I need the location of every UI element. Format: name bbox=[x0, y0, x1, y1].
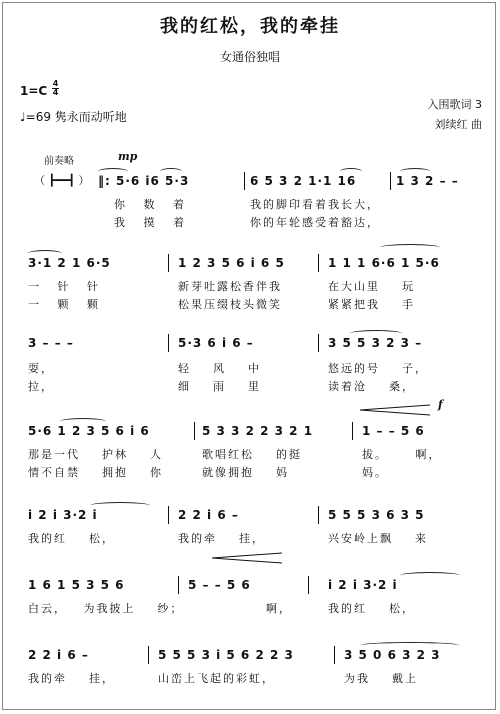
lyric: 白云， 为我披上 纱； bbox=[28, 602, 184, 615]
lyric: 情不自禁 拥抱 你 bbox=[28, 466, 163, 479]
lyric-line-1a bbox=[18, 196, 488, 210]
measure: 1 2 3 5 6 i 6 5 bbox=[178, 256, 285, 270]
measure: 6 5 3 2 1·1 16 bbox=[250, 174, 357, 188]
lyric: 妈。 bbox=[362, 466, 388, 479]
lyric: 为我 戴上 bbox=[344, 672, 418, 685]
lyric: 我的红 松， bbox=[28, 532, 115, 545]
time-signature bbox=[52, 80, 59, 97]
lyric: 山峦上飞起的彩虹， bbox=[158, 672, 275, 685]
music-line-3 bbox=[18, 336, 488, 350]
lyric: 读着沧 桑， bbox=[328, 380, 415, 393]
slur bbox=[400, 572, 460, 579]
lyric: 细 雨 里 bbox=[178, 380, 261, 393]
music-line-6 bbox=[18, 578, 488, 592]
slur bbox=[60, 418, 106, 425]
measure: 1 1 1 6·6 1 5·6 bbox=[328, 256, 440, 270]
lyric: 拉， bbox=[28, 380, 54, 393]
lyric: 啊， bbox=[266, 602, 292, 615]
lyric-line-5 bbox=[18, 530, 488, 544]
lyric: 一 针 针 bbox=[28, 280, 100, 293]
lyric: 我的牵 挂， bbox=[178, 532, 265, 545]
crescendo-hairpin bbox=[360, 404, 430, 416]
barline bbox=[244, 172, 245, 190]
music-line-2 bbox=[18, 256, 488, 270]
barline bbox=[318, 506, 319, 524]
slur bbox=[360, 642, 460, 649]
tempo-marking: ♩=69 隽永而动听地 bbox=[20, 110, 127, 124]
measure: 3 5 0 6 3 2 3 bbox=[344, 648, 441, 662]
lyric: 拔。 啊， bbox=[362, 448, 442, 461]
measure: 1 3 2 – – bbox=[396, 174, 459, 188]
barline bbox=[318, 334, 319, 352]
slur bbox=[400, 168, 430, 175]
barline bbox=[352, 422, 353, 440]
music-line-1 bbox=[18, 174, 488, 188]
lyric: 那是一代 护林 人 bbox=[28, 448, 163, 461]
lyric: 悠远的号 子， bbox=[328, 362, 428, 375]
key-signature: 1=C bbox=[20, 84, 48, 98]
lyric: 在大山里 玩 bbox=[328, 280, 415, 293]
lyric: 我的脚印看着我长大， bbox=[250, 198, 380, 211]
barline bbox=[168, 506, 169, 524]
lyric-line-3a bbox=[18, 360, 488, 374]
lyric: 歌唱红松 的挺 bbox=[202, 448, 302, 461]
dynamic-mp: mp bbox=[118, 150, 138, 163]
time-signature-top: 4 bbox=[52, 79, 59, 88]
lyric: 耍， bbox=[28, 362, 54, 375]
barline bbox=[168, 334, 169, 352]
lyricist-credit: 入围歌词 3 bbox=[427, 98, 482, 111]
lyric: 轻 风 中 bbox=[178, 362, 261, 375]
crescendo-hairpin-2 bbox=[212, 552, 282, 564]
lyric: 一 颗 颗 bbox=[28, 298, 100, 311]
measure: 5 3 3 2 2 3 2 1 bbox=[202, 424, 314, 438]
slur bbox=[350, 330, 402, 337]
lyric-line-2a bbox=[18, 278, 488, 292]
lyric: 我 摸 着 bbox=[114, 216, 186, 229]
slur bbox=[340, 168, 362, 175]
lyric: 就像拥抱 妈 bbox=[202, 466, 289, 479]
lyric-line-4b bbox=[18, 464, 488, 478]
song-title: 我的红松，我的牵挂 bbox=[160, 16, 340, 37]
song-subtitle: 女通俗独唱 bbox=[219, 50, 280, 64]
dynamic-f: f bbox=[438, 398, 443, 411]
measure: ‖: 5·6 i6 5·3 bbox=[98, 174, 190, 188]
lyric: 我的红 松， bbox=[328, 602, 415, 615]
lyric: 你的年轮感受着豁达， bbox=[250, 216, 380, 229]
lyric-line-6 bbox=[18, 600, 488, 614]
intro-rest-symbol: （ ┣━━┫ ） bbox=[34, 174, 90, 187]
measure: 1 – – 5 6 bbox=[362, 424, 425, 438]
lyric-line-2b bbox=[18, 296, 488, 310]
lyric: 兴安岭上飘 来 bbox=[328, 532, 428, 545]
barline bbox=[194, 422, 195, 440]
slur bbox=[28, 250, 62, 257]
measure: 5 5 5 3 i 5 6 2 2 3 bbox=[158, 648, 294, 662]
measure: 5·3 6 i 6 – bbox=[178, 336, 254, 350]
barline bbox=[148, 646, 149, 664]
measure: 3 5 5 3 2 3 – bbox=[328, 336, 423, 350]
slur bbox=[90, 502, 150, 509]
barline bbox=[168, 254, 169, 272]
composer-credit: 刘续红 曲 bbox=[434, 118, 482, 131]
music-line-5 bbox=[18, 508, 488, 522]
measure: 5 5 5 3 6 3 5 bbox=[328, 508, 425, 522]
barline bbox=[334, 646, 335, 664]
lyric: 紧紧把我 手 bbox=[328, 298, 415, 311]
measure: i 2 i 3·2 i bbox=[328, 578, 398, 592]
lyric-line-4a bbox=[18, 446, 488, 460]
measure: 1 6 1 5 3 5 6 bbox=[28, 578, 125, 592]
lyric: 你 数 着 bbox=[114, 198, 186, 211]
lyric-line-3b bbox=[18, 378, 488, 392]
barline bbox=[390, 172, 391, 190]
slur bbox=[160, 168, 182, 175]
barline bbox=[318, 254, 319, 272]
barline bbox=[308, 576, 309, 594]
lyric: 我的牵 挂， bbox=[28, 672, 115, 685]
lyric: 松果压缀枝头微笑 bbox=[178, 298, 282, 311]
lyric: 新芽吐露松香伴我 bbox=[178, 280, 282, 293]
measure: 3 – – – bbox=[28, 336, 74, 350]
slur bbox=[380, 244, 440, 251]
barline bbox=[178, 576, 179, 594]
measure: 2 2 i 6 – bbox=[178, 508, 239, 522]
time-signature-bottom: 4 bbox=[52, 88, 59, 97]
lyric-line-7 bbox=[18, 670, 488, 684]
intro-label: 前奏略 bbox=[44, 156, 74, 167]
measure: 3·1 2 1 6·5 bbox=[28, 256, 111, 270]
measure: 5 – – 5 6 bbox=[188, 578, 251, 592]
measure: 2 2 i 6 – bbox=[28, 648, 89, 662]
measure: 5·6 1 2 3 5 6 i 6 bbox=[28, 424, 150, 438]
lyric-line-1b bbox=[18, 214, 488, 228]
measure: i 2 i 3·2 i bbox=[28, 508, 98, 522]
music-line-4 bbox=[18, 424, 488, 438]
slur bbox=[98, 168, 128, 175]
music-line-7 bbox=[18, 648, 488, 662]
